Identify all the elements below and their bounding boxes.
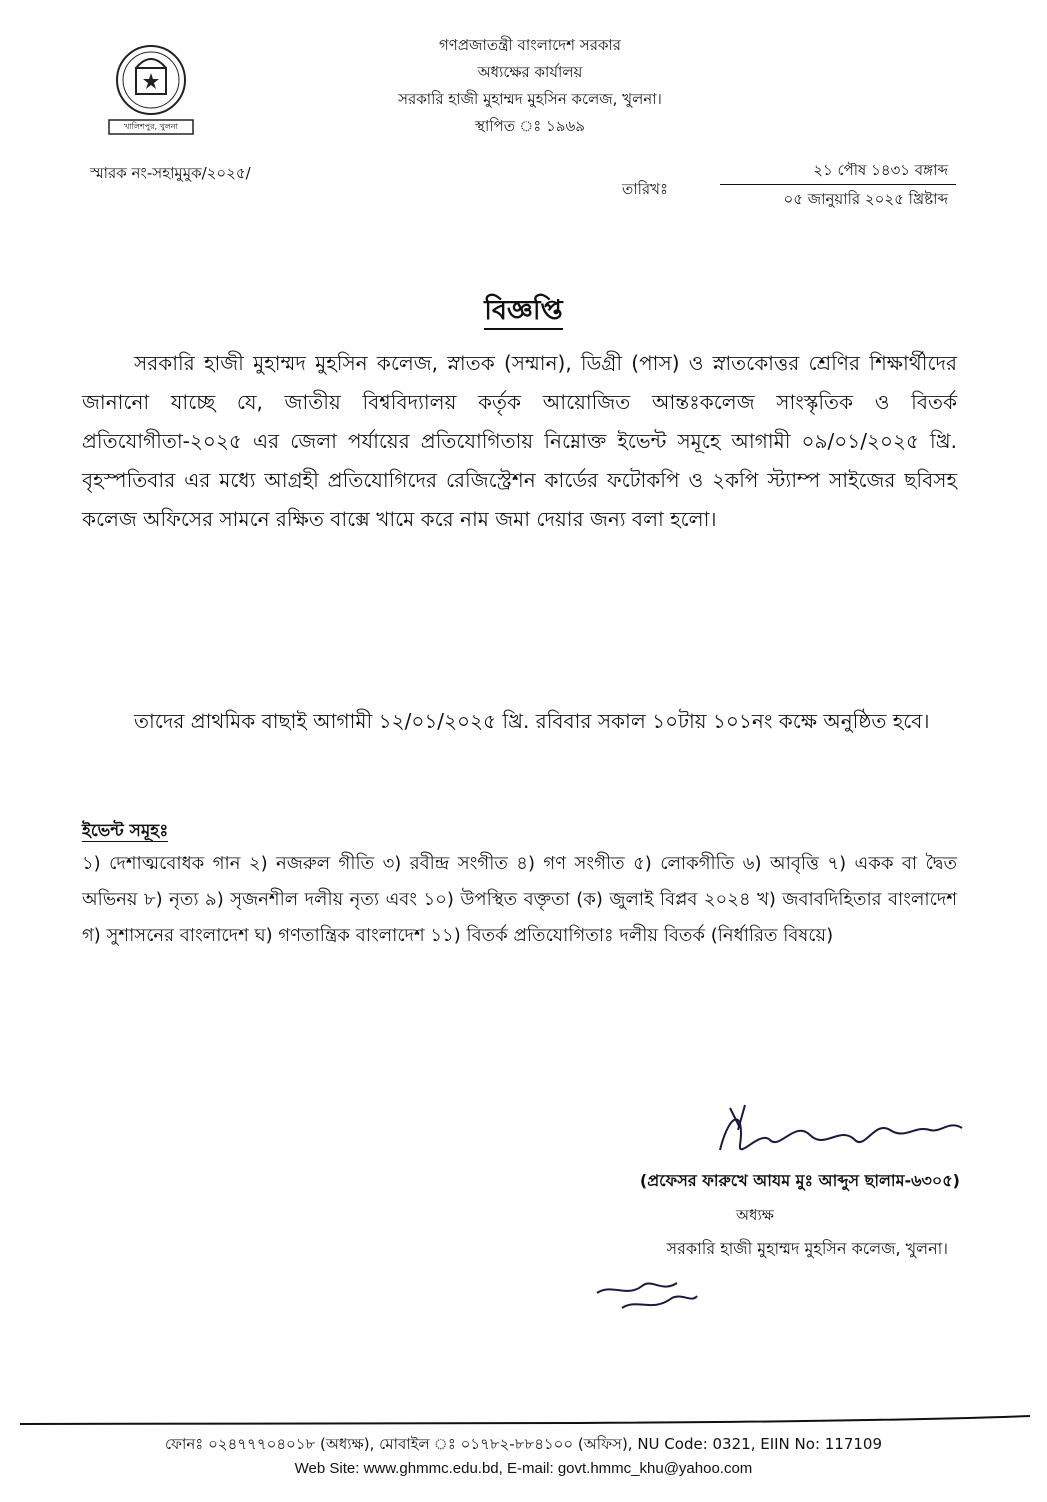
notice-title	[0, 290, 1047, 335]
signatory-name: (প্রফেসর ফারুখে আযম মুঃ আব্দুস ছালাম-৬৩০৫)	[639, 1171, 960, 1190]
footer-web: Web Site: www.ghmmc.edu.bd, E-mail: govt.hmmc_khu@yahoo.com	[294, 1460, 753, 1477]
notice-title-text: বিজ্ঞপ্তি	[484, 295, 563, 330]
body-paragraph-1: সরকারি হাজী মুহাম্মদ মুহসিন কলেজ, স্নাতক (সম্মান), ডিগ্রী (পাস) ও স্নাতকোত্তর শ্রেণির শিক্ষার্থীদের জানানো যাচ্ছে যে, জাতীয় বিশ্ববিদ্যালয় কর্তৃক আয়োজিত আন্তঃকলেজ সাংস্কৃতিক ও বিতর্ক প্রতিযোগীতা-২০২৫ এর জেলা পর্যায়ের প্রতিযোগিতায় নিম্নোক্ত ইভেন্ট সমূহে আগামী ০৯/০১/২০২৫ খ্রি. বৃহস্পতিবার এর মধ্যে আগ্রহী প্রতিযোগিদের রেজিস্ট্রেশন কার্ডের ফটোকপি ও ২কপি স্ট্যাম্প সাইজের ছবিসহ কলেজ অফিসের সামনে রক্ষিত বাক্সে খামে করে নাম জমা দেয়ার জন্য বলা হলো।	[82, 351, 957, 531]
signatory-role: অধ্যক্ষ	[736, 1206, 774, 1224]
established: স্থাপিত ঃ ১৯৬৯	[475, 117, 585, 135]
events-heading	[82, 818, 168, 846]
office-title: অধ্যক্ষের কার্যালয়	[477, 63, 583, 81]
signatory-college: সরকারি হাজী মুহাম্মদ মুহসিন কলেজ, খুলনা।	[666, 1239, 948, 1258]
footer-contact: ফোনঃ ০২৪৭৭৭০৪০১৮ (অধ্যক্ষ), মোবাইল ঃ ০১৭৮২-৮৮৪১০০ (অফিস), NU Code: 0321, EIIN No: 117109	[164, 1435, 883, 1453]
date-bangla: ২১ পৌষ ১৪৩১ বঙ্গাব্দ	[720, 156, 956, 185]
events-list: ১) দেশাত্মবোধক গান ২) নজরুল গীতি ৩) রবীন্দ্র সংগীত ৪) গণ সংগীত ৫) লোকগীতি ৬) আবৃত্তি ৭) একক বা দ্বৈত অভিনয় ৮) নৃত্য ৯) সৃজনশীল দলীয় নৃত্য এবং ১০) উপস্থিত বক্তৃতা (ক) জুলাই বিপ্লব ২০২৪ খ) জবাবদিহিতার বাংলাদেশ গ) সুশাসনের বাংলাদেশ ঘ) গণতান্ত্রিক বাংলাদেশ ১১) বিতর্ক প্রতিযোগিতাঃ দলীয় বিতর্ক (নির্ধারিত বিষয়ে)	[82, 853, 957, 946]
college-seal	[103, 38, 199, 138]
body-paragraph-2: তাদের প্রাথমিক বাছাই আগামী ১২/০১/২০২৫ খ্রি. রবিবার সকাল ১০টায় ১০১নং কক্ষে অনুষ্ঠিত হবে।	[134, 709, 930, 733]
date-block	[720, 156, 956, 213]
govt-title: গণপ্রজাতন্ত্রী বাংলাদেশ সরকার	[438, 36, 622, 54]
date-english: ০৫ জানুয়ারি ২০২৫ খ্রিষ্টাব্দ	[783, 190, 948, 208]
letterhead	[330, 32, 730, 140]
initial-scribble-icon	[592, 1268, 702, 1318]
seal-caption: খালিশপুর, খুলনা	[124, 122, 178, 131]
events-heading-text: ইভেন্ট সমূহঃ	[82, 821, 169, 841]
footer-divider	[20, 1414, 1030, 1428]
college-name: সরকারি হাজী মুহাম্মদ মুহসিন কলেজ, খুলনা।	[398, 90, 662, 108]
memo-number: স্মারক নং-সহামুমুক/২০২৫/	[90, 164, 251, 182]
date-label: তারিখঃ	[622, 180, 668, 198]
